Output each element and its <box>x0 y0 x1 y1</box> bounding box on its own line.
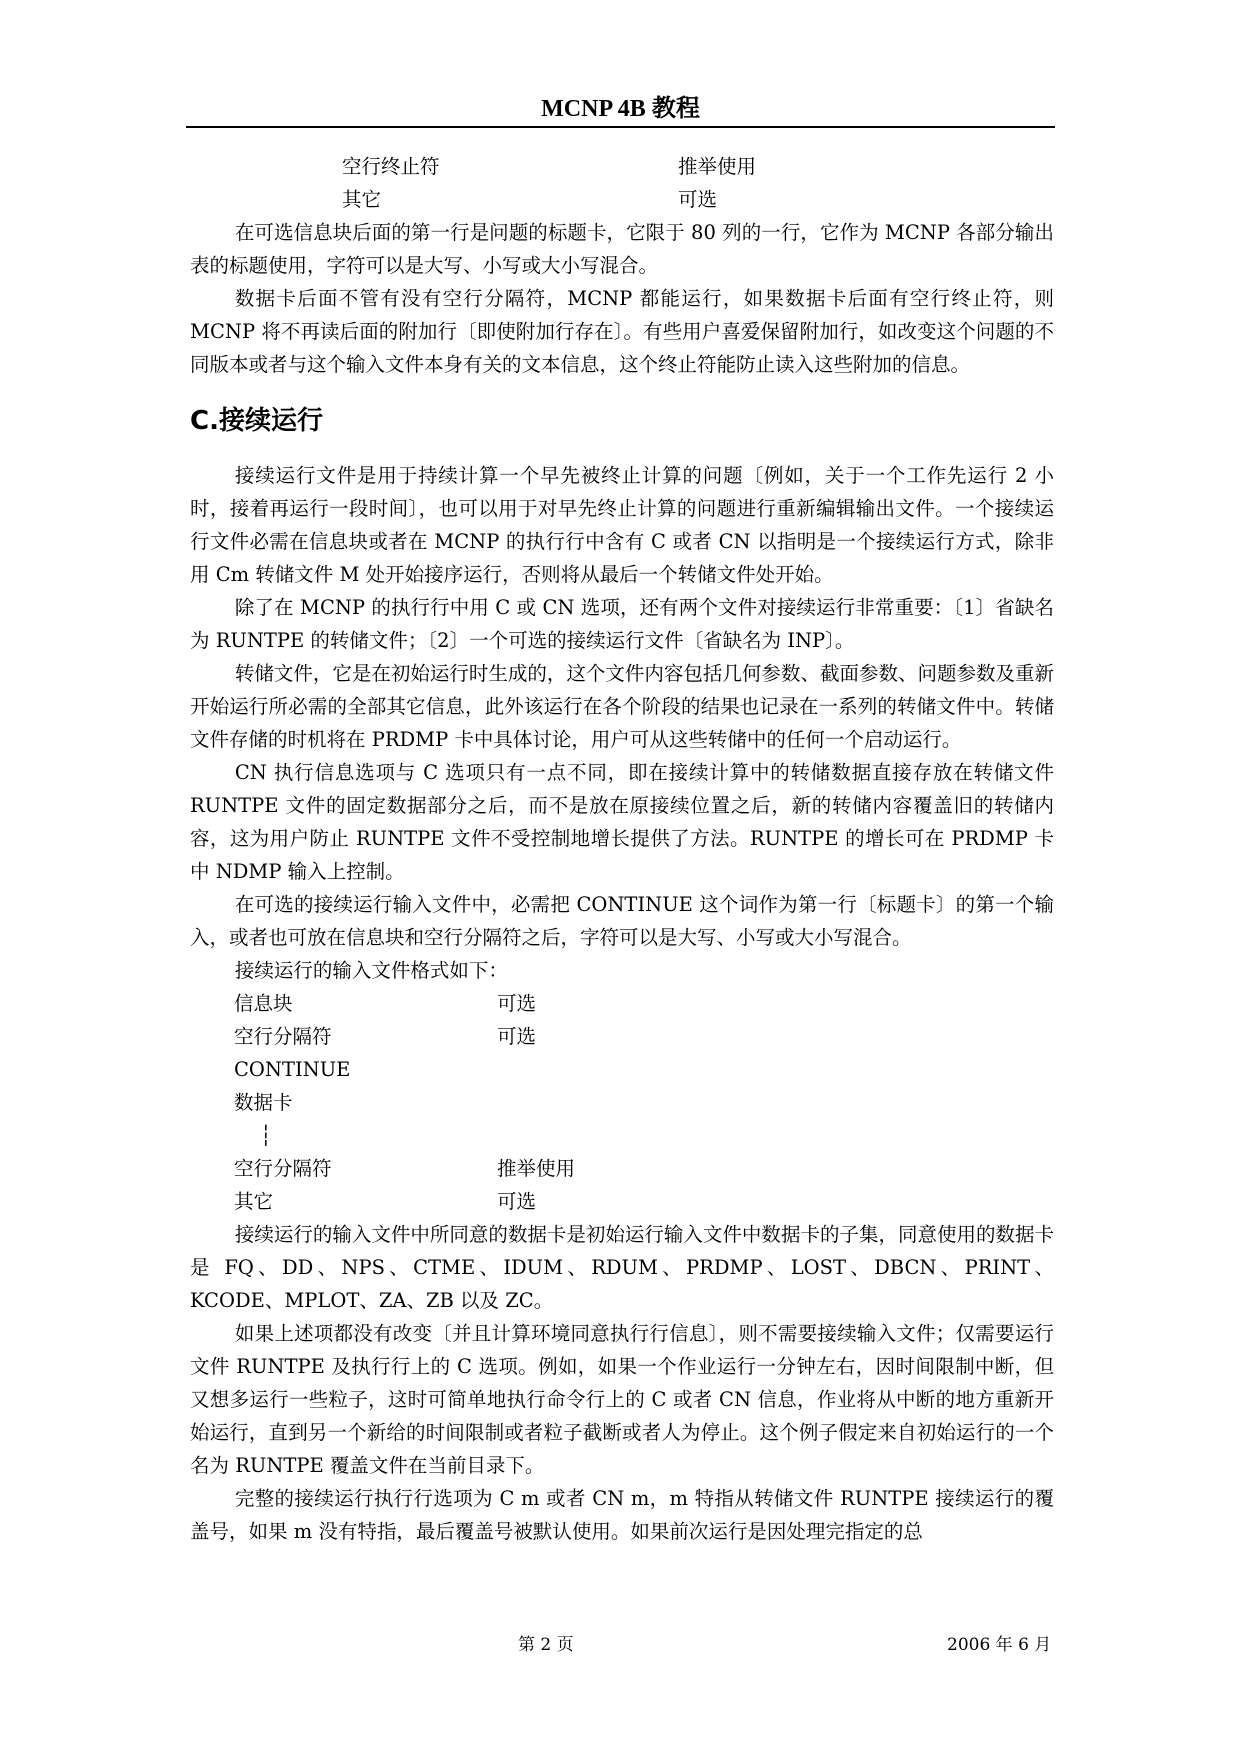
format-item-name: 空行分隔符 <box>234 1025 332 1048</box>
format-row <box>234 1185 1054 1218</box>
footer-date: 2006 年 6 月 <box>947 1635 1052 1655</box>
format-item-status: 可选 <box>497 1190 537 1213</box>
option-name: 其它 <box>342 188 382 211</box>
paragraph: 除了在 MCNP 的执行行中用 C 或 CN 选项，还有两个文件对接续运行非常重要：〔1〕省缺名为 RUNTPE 的转储文件；〔2〕一个可选的接续运行文件〔省缺名为 INP〕。 <box>190 596 1054 652</box>
format-item-status: 可选 <box>497 992 537 1015</box>
input-format-list <box>190 987 1054 1053</box>
format-item-name: 信息块 <box>234 992 293 1015</box>
paragraph: CN 执行信息选项与 C 选项只有一点不同，即在接续计算中的转储数据直接存放在转储文件 RUNTPE 文件的固定数据部分之后，而不是放在原接续位置之后，新的转储内容覆盖旧的转储内容，这为用户防止 RUNTPE 文件不受控制地增长提供了方法。RUNTPE 的增长可在 PRDMP 卡中 NDMP 输入上控制。 <box>190 761 1054 883</box>
header-divider <box>186 126 1055 128</box>
option-row <box>342 150 1054 183</box>
paragraph: 接续运行文件是用于持续计算一个早先被终止计算的问题〔例如，关于一个工作先运行 2 小时，接着再运行一段时间〕，也可以用于对早先终止计算的问题进行重新编辑输出文件。一个接续运行文件必需在信息块或者在 MCNP 的执行行中含有 C 或者 CN 以指明是一个接续运行方式，除非用 Cm 转储文件 M 处开始接序运行，否则将从最后一个转储文件处开始。 <box>190 464 1054 586</box>
format-item-status: 可选 <box>497 1025 537 1048</box>
paragraph: 在可选信息块后面的第一行是问题的标题卡，它限于 80 列的一行，它作为 MCNP 各部分输出表的标题使用，字符可以是大写、小写或大小写混合。 <box>190 221 1054 277</box>
continue-keyword-line: CONTINUE <box>234 1058 351 1081</box>
data-cards-line: 数据卡 <box>234 1091 293 1114</box>
option-status: 可选 <box>678 188 718 211</box>
option-name: 空行终止符 <box>342 155 440 178</box>
page-header-title: MCNP 4B 教程 <box>541 96 700 122</box>
format-row <box>234 987 1054 1020</box>
paragraph: 转储文件，它是在初始运行时生成的，这个文件内容包括几何参数、截面参数、问题参数及重新开始运行所必需的全部其它信息，此外该运行在各个阶段的结果也记录在一系列的转储文件中。转储文件存储的时机将在 PRDMP 卡中具体讨论，用户可从这些转储中的任何一个启动运行。 <box>190 662 1054 751</box>
paragraph: 在可选的接续运行输入文件中，必需把 CONTINUE 这个词作为第一行〔标题卡〕的第一个输入，或者也可放在信息块和空行分隔符之后，字符可以是大写、小写或大小写混合。 <box>190 893 1054 949</box>
page-content <box>190 150 1054 1548</box>
format-item-name: 空行分隔符 <box>234 1157 332 1180</box>
vertical-ellipsis-icon: ┆ <box>260 1124 272 1147</box>
option-list-top <box>190 150 1054 216</box>
option-status: 推举使用 <box>678 155 757 178</box>
input-format-list-tail <box>190 1152 1054 1218</box>
paragraph: 接续运行的输入文件格式如下： <box>234 959 508 982</box>
format-row <box>234 1020 1054 1053</box>
paragraph: 数据卡后面不管有没有空行分隔符，MCNP 都能运行，如果数据卡后面有空行终止符，则 MCNP 将不再读后面的附加行〔即使附加行存在〕。有些用户喜爱保留附加行，如改变这个问题的不同版本或者与这个输入文件本身有关的文本信息，这个终止符能防止读入这些附加的信息。 <box>190 287 1054 376</box>
format-item-name: 其它 <box>234 1190 274 1213</box>
footer-page-number: 第 2 页 <box>518 1635 574 1655</box>
paragraph: 接续运行的输入文件中所同意的数据卡是初始运行输入文件中数据卡的子集，同意使用的数据卡是 FQ、DD、NPS、CTME、IDUM、RDUM、PRDMP、LOST、DBCN、PRINT、KCODE、MPLOT、ZA、ZB 以及 ZC。 <box>190 1223 1054 1312</box>
section-heading: C.接续运行 <box>190 406 323 436</box>
option-row <box>342 183 1054 216</box>
format-row <box>234 1152 1054 1185</box>
format-item-status: 推举使用 <box>497 1157 576 1180</box>
paragraph: 如果上述项都没有改变〔并且计算环境同意执行行信息〕，则不需要接续输入文件；仅需要运行文件 RUNTPE 及执行行上的 C 选项。例如，如果一个作业运行一分钟左右，因时间限制中断，但又想多运行一些粒子，这时可简单地执行命令行上的 C 或者 CN 信息，作业将从中断的地方重新开始运行，直到另一个新给的时间限制或者粒子截断或者人为停止。这个例子假定来自初始运行的一个名为 RUNTPE 覆盖文件在当前目录下。 <box>190 1322 1054 1477</box>
paragraph: 完整的接续运行执行行选项为 C m 或者 CN m，m 特指从转储文件 RUNTPE 接续运行的覆盖号，如果 m 没有特指，最后覆盖号被默认使用。如果前次运行是因处理完指定的总 <box>190 1487 1054 1543</box>
